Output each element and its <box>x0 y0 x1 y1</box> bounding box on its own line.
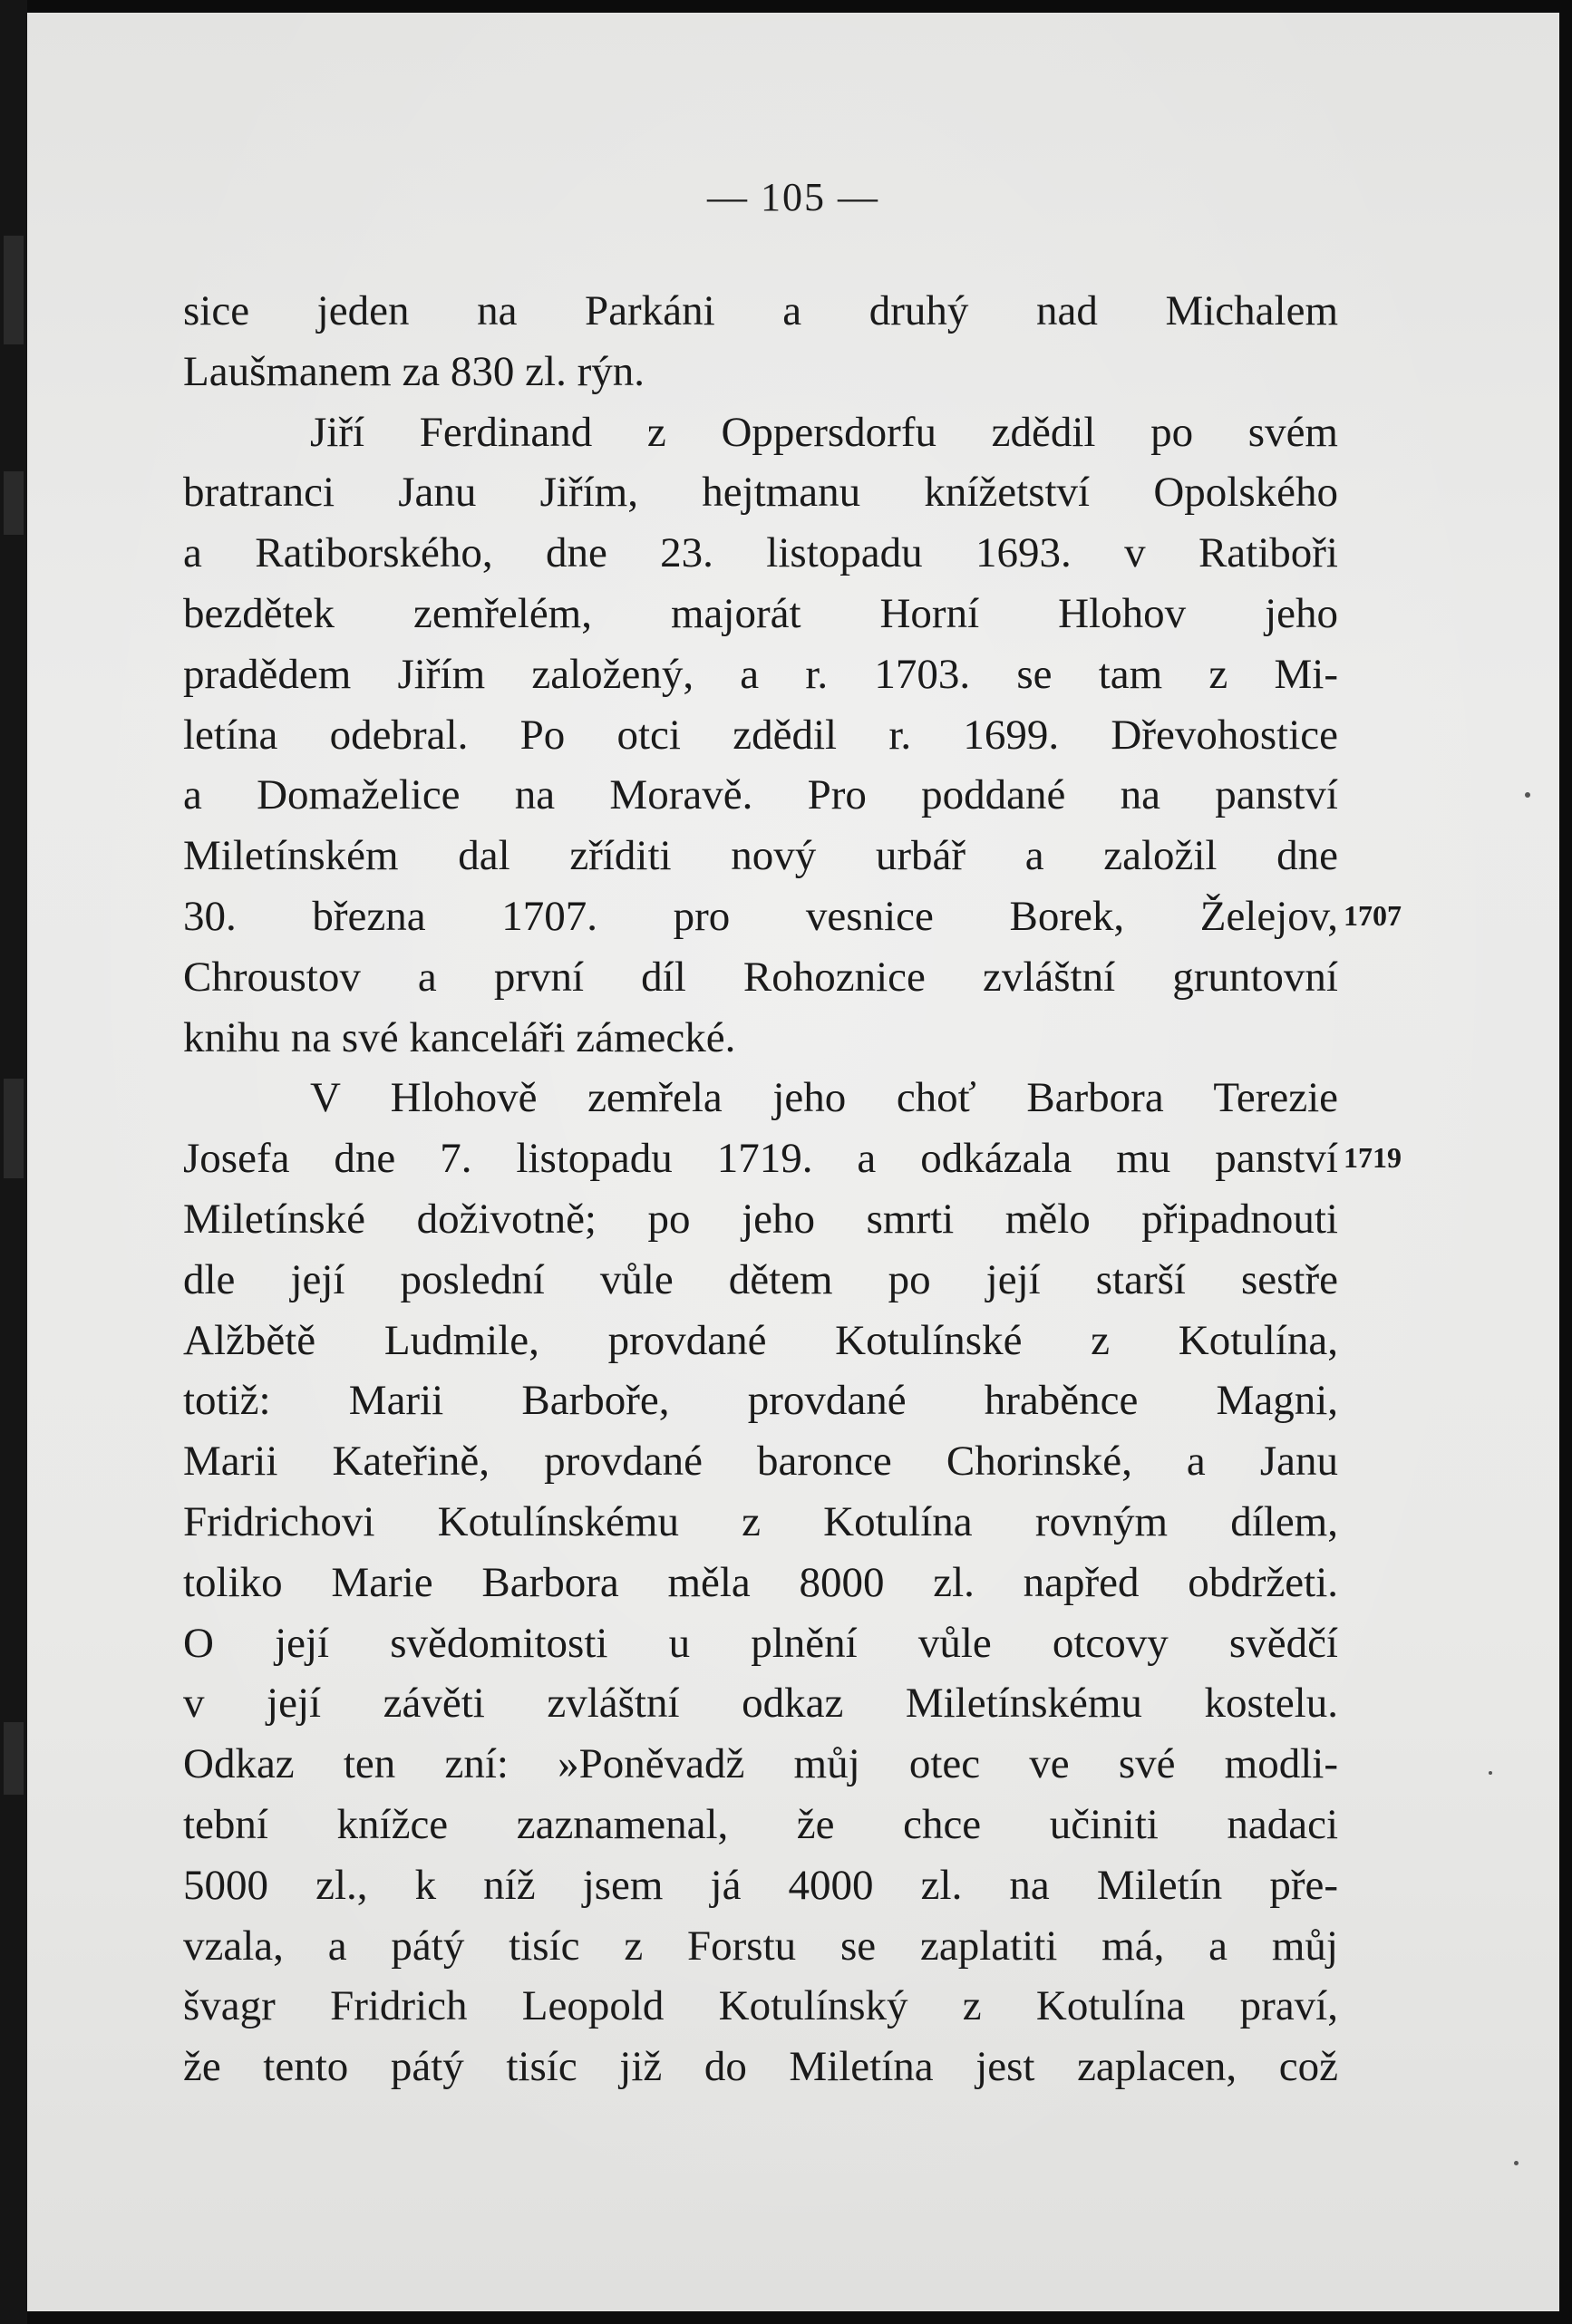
margin-year-note: 1707 <box>1344 899 1402 932</box>
text-line: bratranci Janu Jiřím, hejtmanu knížetství Opolského <box>183 469 1338 517</box>
text-line: a Ratiborského, dne 23. listopadu 1693. v Ratiboři <box>183 529 1338 577</box>
text-line: Chroustov a první díl Rohoznice zvláštní gruntovní <box>183 953 1338 1001</box>
book-page <box>27 13 1559 2311</box>
text-line: bezdětek zemřelém, majorát Horní Hlohov jeho <box>183 589 1338 637</box>
text-line: letína odebral. Po otci zdědil r. 1699. Dřevohostice <box>183 711 1338 759</box>
text-line: Odkaz ten zní: »Poněvadž můj otec ve své modli- <box>183 1740 1338 1788</box>
text-line: toliko Marie Barbora měla 8000 zl. napřed obdržeti. <box>183 1558 1338 1606</box>
binding-mark <box>4 236 24 344</box>
text-line: Alžbětě Ludmile, provdané Kotulínské z Kotulína, <box>183 1316 1338 1364</box>
binding-mark <box>4 1722 24 1795</box>
text-line: Laušmanem za 830 zl. rýn. <box>183 347 645 395</box>
text-line: V Hlohově zemřela jeho choť Barbora Terezie <box>310 1074 1338 1122</box>
text-line: že tento pátý tisíc již do Miletína jest zaplacen, což <box>183 2043 1338 2091</box>
text-line: Miletínském dal zříditi nový urbář a založil dne <box>183 832 1338 880</box>
text-line: Jiří Ferdinand z Oppersdorfu zdědil po svém <box>310 408 1338 456</box>
page-number: — 105 — <box>707 175 879 219</box>
text-line: knihu na své kanceláři zámecké. <box>183 1013 736 1061</box>
binding-mark <box>4 1079 24 1178</box>
paper-speck <box>1489 1771 1492 1775</box>
margin-year-note: 1719 <box>1344 1141 1402 1175</box>
text-line: Josefa dne 7. listopadu 1719. a odkázala mu panství <box>183 1135 1338 1183</box>
text-line: O její svědomitosti u plnění vůle otcovy svědčí <box>183 1619 1338 1667</box>
book-binding-edge <box>0 0 27 2324</box>
text-line: 5000 zl., k níž jsem já 4000 zl. na Miletín pře- <box>183 1861 1338 1909</box>
text-line: sice jeden na Parkáni a druhý nad Michalem <box>183 287 1338 334</box>
text-line: 30. března 1707. pro vesnice Borek, Želejov, <box>183 892 1338 940</box>
body-text <box>183 281 1338 2097</box>
text-line: a Domaželice na Moravě. Pro poddané na panství <box>183 771 1338 819</box>
text-line: v její závěti zvláštní odkaz Miletínskému kostelu. <box>183 1680 1338 1728</box>
text-line: švagr Fridrich Leopold Kotulínský z Kotulína praví, <box>183 1982 1338 2030</box>
paper-speck <box>1525 792 1530 798</box>
text-line: Miletínské doživotně; po jeho smrti mělo připadnouti <box>183 1195 1338 1243</box>
paper-speck <box>1514 2161 1519 2165</box>
text-line: dle její poslední vůle dětem po její starší sestře <box>183 1255 1338 1303</box>
binding-mark <box>4 471 24 535</box>
text-line: Marii Kateřině, provdané baronce Chorinské, a Janu <box>183 1438 1338 1486</box>
text-line: totiž: Marii Barboře, provdané hraběnce Magni, <box>183 1377 1338 1425</box>
text-line: pradědem Jiřím založený, a r. 1703. se tam z Mi- <box>183 650 1338 698</box>
text-line: tební knížce zaznamenal, že chce učiniti nadaci <box>183 1800 1338 1848</box>
text-line: Fridrichovi Kotulínskému z Kotulína rovným dílem, <box>183 1497 1338 1545</box>
text-line: vzala, a pátý tisíc z Forstu se zaplatiti má, a můj <box>183 1922 1338 1970</box>
